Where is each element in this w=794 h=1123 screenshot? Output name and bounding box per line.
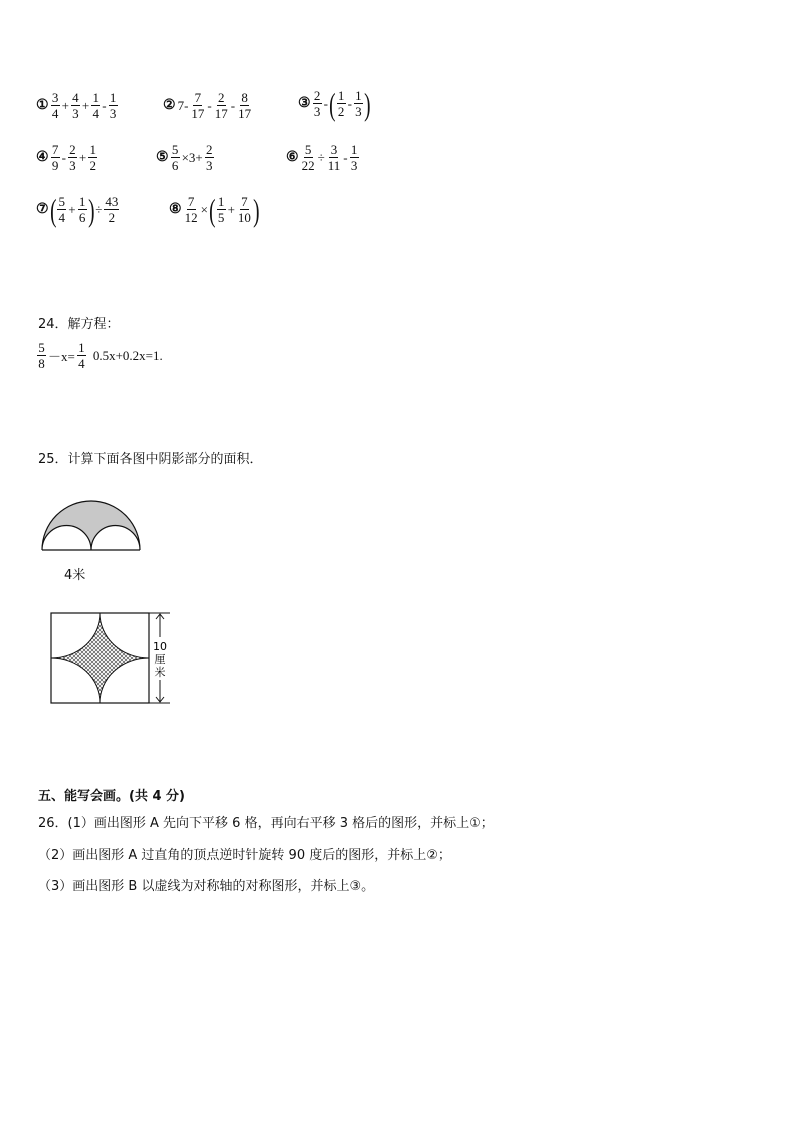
equation-text: －x= [48,349,75,364]
fraction: $\frac{2}{17}$ [214,90,228,121]
operator: + [227,201,235,217]
operator: - [102,97,107,113]
equation-text: 0.5x+0.2x=1. [92,347,163,363]
left-paren: ( [49,191,57,228]
fraction: $\frac{1}{3}$ [350,142,358,173]
problem-5 [156,142,215,173]
fig1-label: 4米 [64,568,86,583]
q24-heading: 24．解方程： [38,317,120,332]
problem-1 [36,90,119,121]
operator: - [343,149,348,165]
problem-label: ⑥ [286,150,299,165]
left-paren: ( [329,85,336,122]
problem-6 [286,142,360,173]
operator: - [61,149,66,165]
operator: 7- [177,97,189,113]
problem-2 [163,90,253,121]
fraction: $\frac{5}{4}$ [58,194,65,225]
operator: ÷ [317,149,325,165]
problem-7 [36,191,120,228]
left-paren: ( [209,191,216,228]
fraction: $\frac{7}{17}$ [191,90,205,121]
fraction: $\frac{5}{22}$ [301,142,315,173]
fraction: $\frac{7}{10}$ [237,194,251,225]
square-figure [48,610,178,706]
operator: - [230,97,236,113]
problem-label: ① [36,98,49,113]
fraction: $\frac{4}{3}$ [72,90,79,121]
fraction: $\frac{7}{9}$ [51,142,59,173]
fraction: $\frac{7}{12}$ [184,194,198,225]
fraction: $\frac{3}{11}$ [327,142,341,173]
operator: × [200,201,208,217]
fraction: $\frac{1}{5}$ [217,194,225,225]
fraction: $\frac{2}{3}$ [205,142,213,173]
problem-8 [169,191,260,228]
problem-3 [298,85,371,122]
operator: + [61,97,69,113]
fraction: $\frac{1}{2}$ [337,88,345,119]
problem-label: ② [163,98,176,113]
operator: - [323,95,328,111]
q26-line1: 26．(1）画出图形 A 先向下平移 6 格，再向右平移 3 格后的图形，并标上①； [38,816,494,831]
right-paren: ) [364,85,371,122]
operator: ×3+ [181,149,203,165]
operator: ÷ [95,201,103,217]
fraction: $\frac{1}{4}$ [78,340,85,371]
operator: + [78,149,87,165]
fraction: $\frac{1}{3}$ [109,90,117,121]
problem-label: ⑦ [36,202,49,217]
fraction: $\frac{5}{8}$ [38,340,45,371]
operator: - [207,97,212,113]
dimension-label-unit2: 米 [154,666,166,679]
dimension-label-unit1: 厘 [154,653,166,666]
q26-line2: （2）画出图形 A 过直角的顶点逆时针旋转 90 度后的图形，并标上②； [38,848,451,863]
problem-label: ⑧ [169,202,182,217]
problem-label: ④ [36,150,49,165]
right-paren: ) [87,191,95,228]
operator: - [347,95,352,111]
fraction: $\frac{1}{2}$ [89,142,96,173]
shaded-region [42,501,140,550]
problem-4 [36,142,98,173]
fraction: $\frac{2}{3}$ [313,88,321,119]
dimension-label-number: 10 [153,640,167,653]
right-paren: ) [253,191,260,228]
fraction: $\frac{43}{2}$ [105,194,119,225]
q26-line3: （3）画出图形 B 以虚线为对称轴的对称图形，并标上③。 [38,879,375,894]
section5-heading: 五、能写会画。(共 4 分) [38,789,185,804]
fraction: $\frac{2}{3}$ [69,142,76,173]
operator: + [68,201,76,217]
semicircle-figure [38,482,148,557]
fraction: $\frac{5}{6}$ [171,142,179,173]
q24-equations [36,340,164,371]
fraction: $\frac{8}{17}$ [238,90,252,121]
problem-label: ③ [298,96,311,111]
fraction: $\frac{1}{4}$ [92,90,99,121]
q25-heading: 25．计算下面各图中阴影部分的面积． [38,452,263,467]
fraction: $\frac{3}{4}$ [51,90,59,121]
fraction: $\frac{1}{6}$ [78,194,86,225]
fraction: $\frac{1}{3}$ [355,88,362,119]
operator: + [81,97,90,113]
problem-label: ⑤ [156,150,169,165]
